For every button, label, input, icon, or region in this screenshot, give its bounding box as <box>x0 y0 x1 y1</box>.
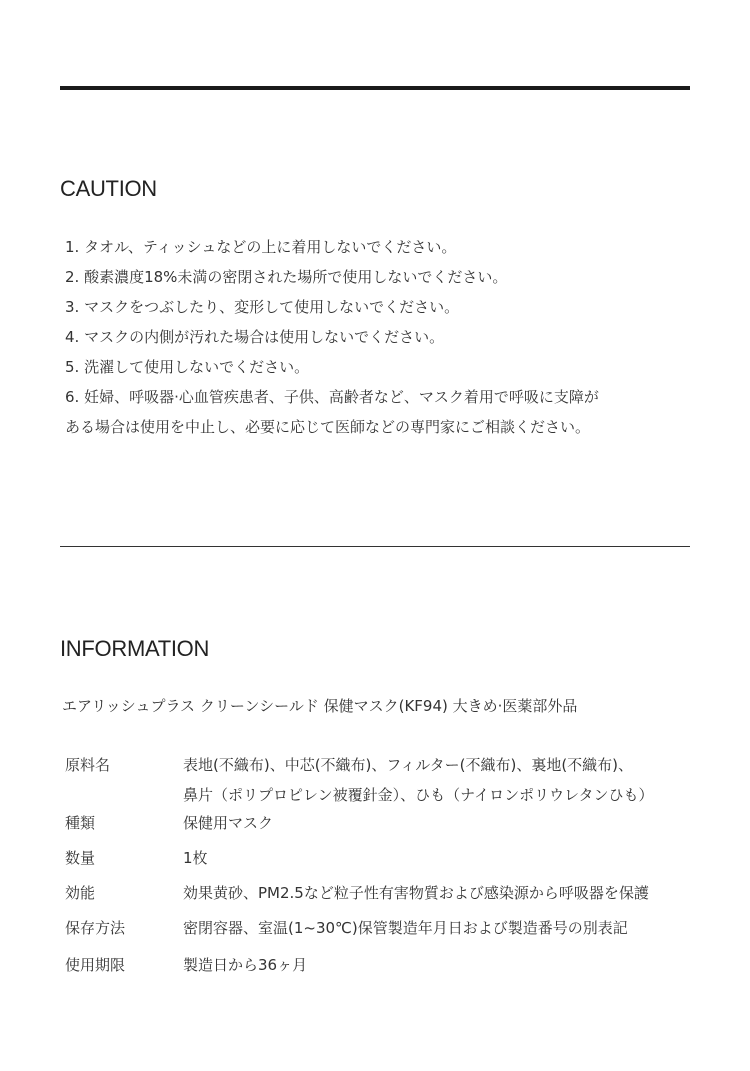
info-row-quantity <box>65 845 725 880</box>
caution-item: 4. マスクの内側が汚れた場合は使用しないでください。 <box>65 328 445 346</box>
section-divider <box>60 546 690 547</box>
info-row-expiry <box>65 952 725 987</box>
information-heading: INFORMATION <box>60 636 210 661</box>
info-value: 製造日から36ヶ月 <box>183 956 308 974</box>
caution-heading: CAUTION <box>60 176 157 201</box>
info-row-efficacy <box>65 880 725 915</box>
caution-item-line: ある場合は使用を中止し、必要に応じて医師などの専門家にご相談ください。 <box>65 418 591 436</box>
info-value: 密閉容器、室温(1~30℃)保管製造年月日および製造番号の別表記 <box>183 919 628 937</box>
info-value: 効果黄砂、PM2.5など粒子性有害物質および感染源から呼吸器を保護 <box>183 884 649 902</box>
caution-item: 2. 酸素濃度18%未満の密閉された場所で使用しないでください。 <box>65 268 508 286</box>
info-value-line: 鼻片（ポリプロピレン被覆針金）、ひも（ナイロンポリウレタンひも） <box>183 786 654 804</box>
info-label: 使用期限 <box>65 956 126 974</box>
info-value: 1枚 <box>183 849 208 867</box>
info-value-line: 表地(不織布)、中芯(不織布)、フィルター(不織布)、裏地(不織布)、 <box>183 756 634 774</box>
caution-item <box>65 382 705 442</box>
info-row-type <box>65 810 725 845</box>
caution-list <box>65 232 705 442</box>
info-label: 種類 <box>65 814 96 832</box>
product-name: エアリッシュプラス クリーンシールド 保健マスク(KF94) 大きめ·医薬部外品 <box>62 697 578 715</box>
info-label: 原料名 <box>65 756 111 774</box>
top-divider <box>60 86 690 90</box>
info-label: 数量 <box>65 849 96 867</box>
caution-item: 5. 洗濯して使用しないでください。 <box>65 358 310 376</box>
info-label: 保存方法 <box>65 919 126 937</box>
caution-item: 3. マスクをつぶしたり、変形して使用しないでください。 <box>65 298 460 316</box>
info-row-ingredients <box>65 750 725 810</box>
info-value: 保健用マスク <box>183 814 274 832</box>
caution-item: 1. タオル、ティッシュなどの上に着用しないでください。 <box>65 238 457 256</box>
caution-item-line: 6. 妊婦、呼吸器·心血管疾患者、子供、高齢者など、マスク着用で呼吸に支障が <box>65 388 599 406</box>
info-table <box>65 750 725 987</box>
info-row-storage <box>65 915 725 952</box>
info-label: 効能 <box>65 884 96 902</box>
info-value <box>183 750 653 810</box>
